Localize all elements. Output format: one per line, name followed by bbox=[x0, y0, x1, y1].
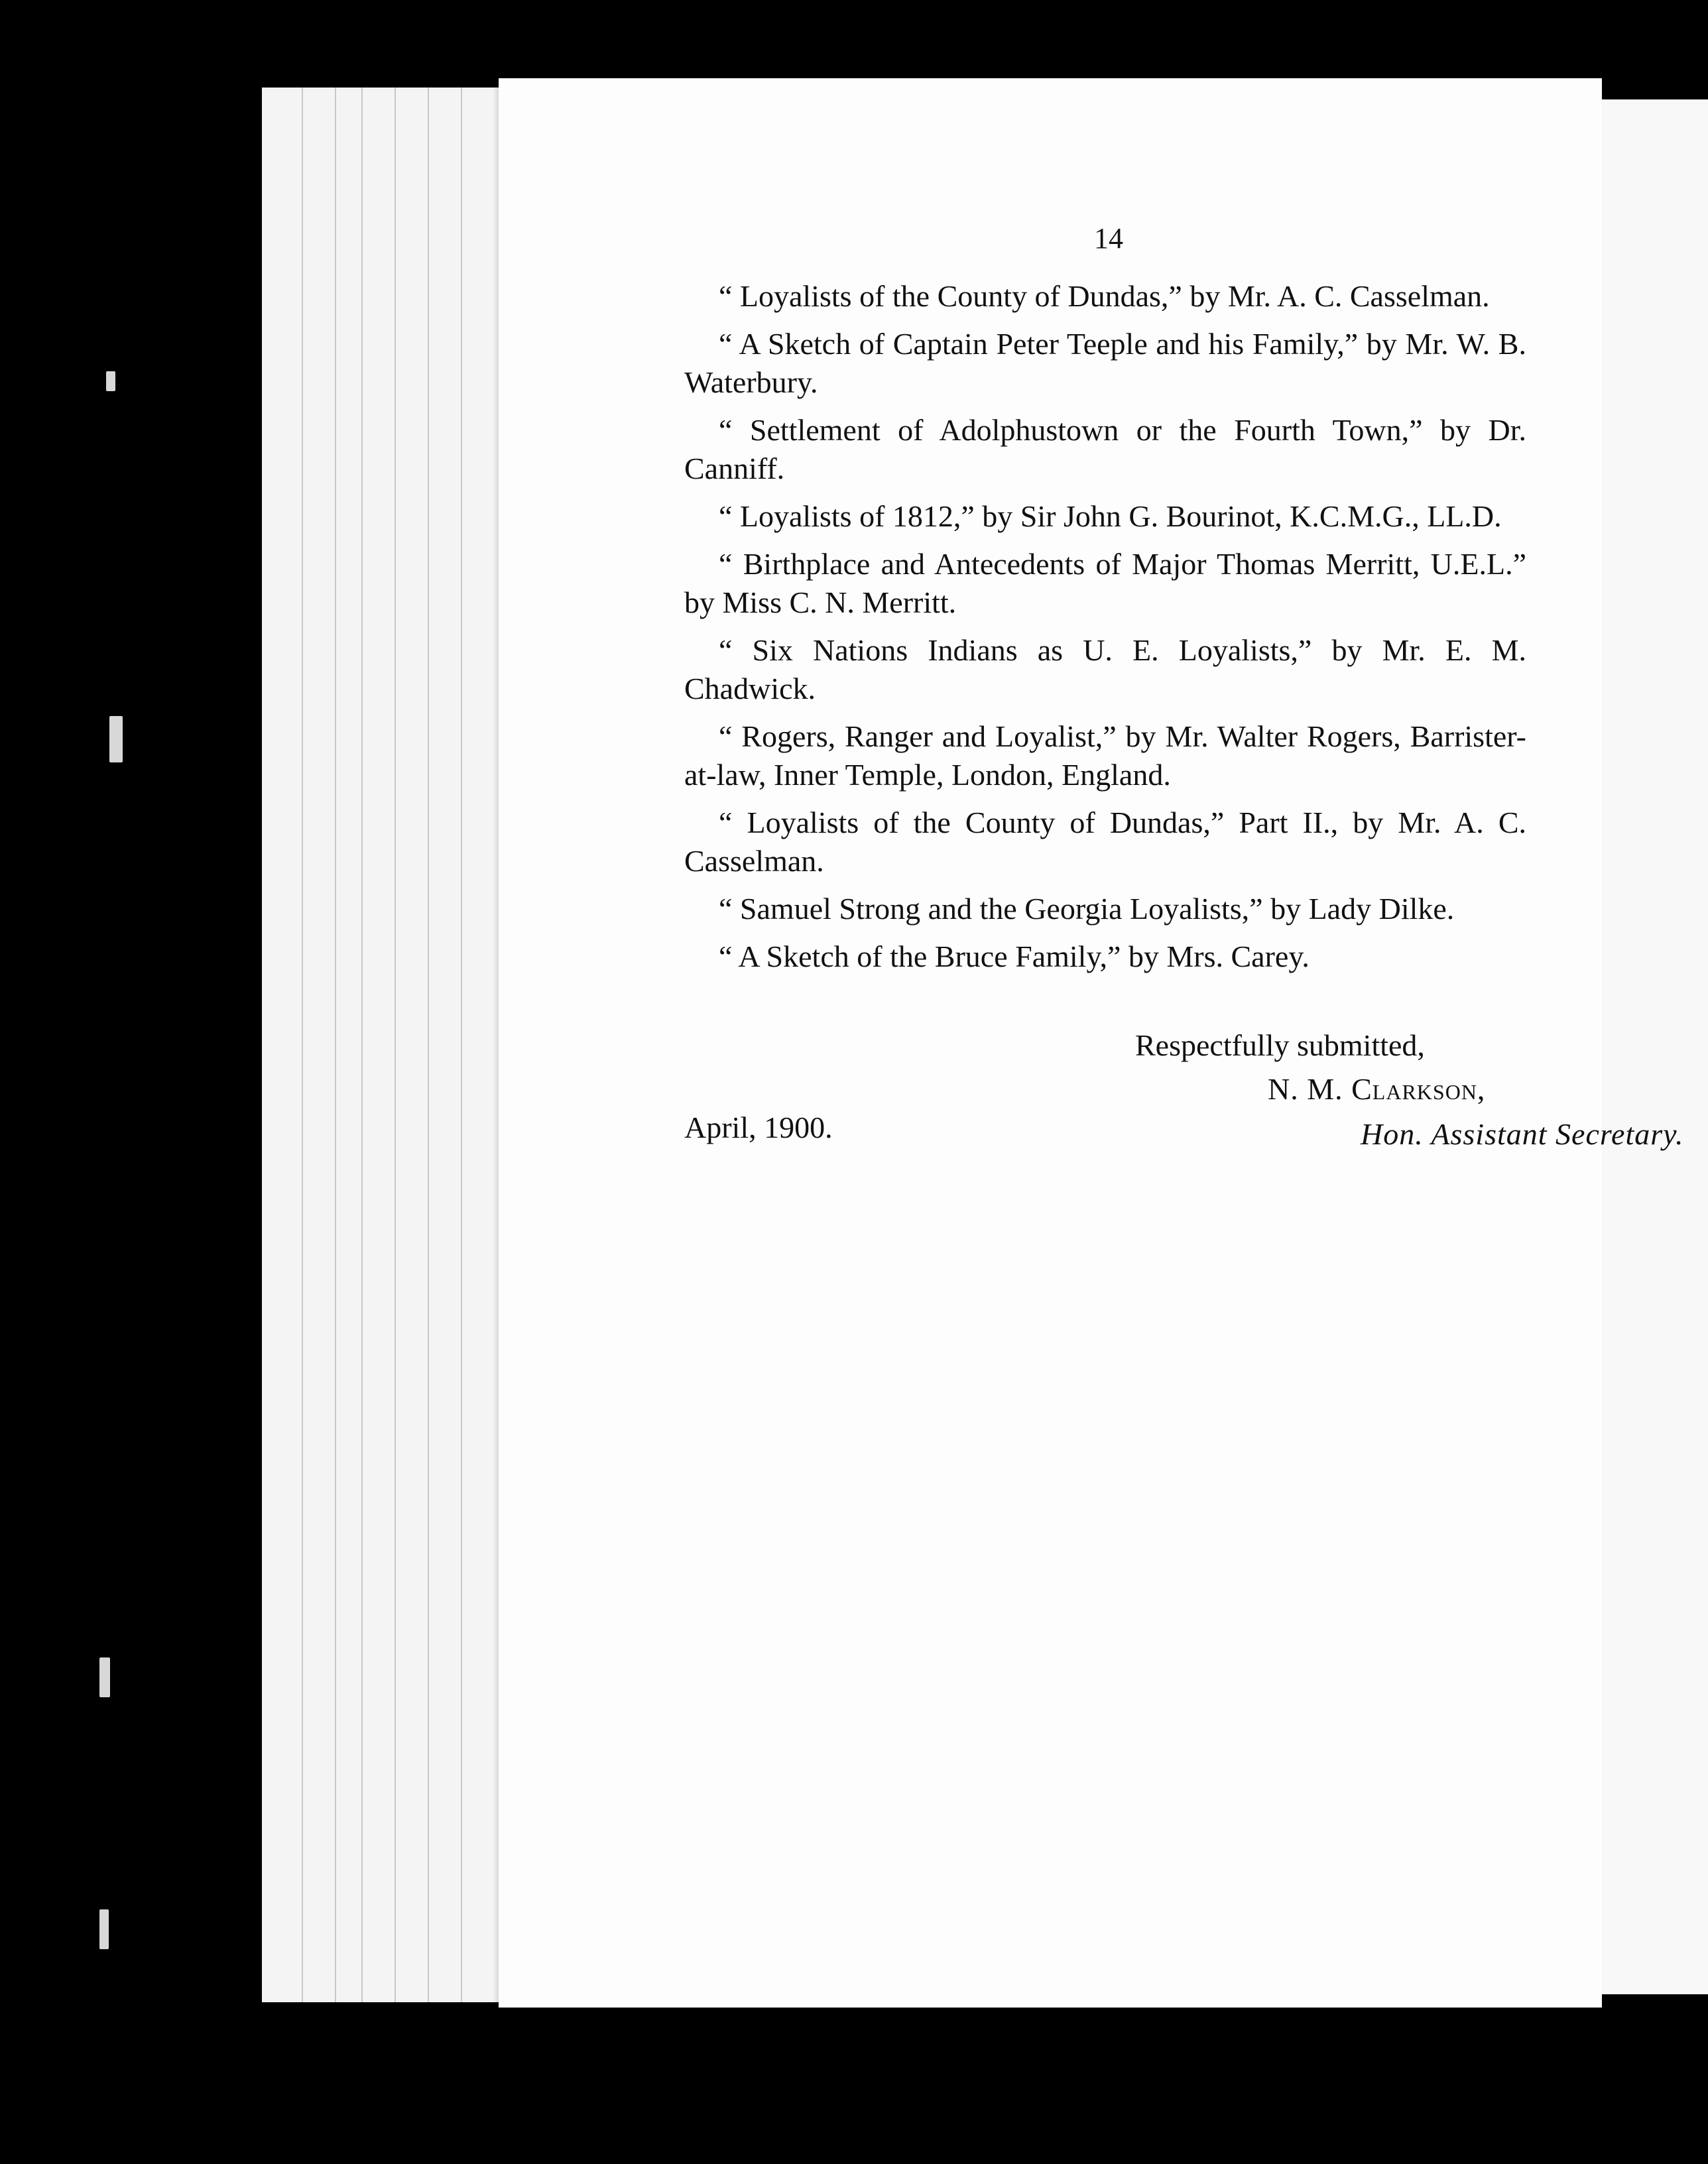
signer-surname: Clarkson, bbox=[1351, 1072, 1486, 1106]
paper-entry: “ Loyalists of the County of Dundas,” Part II., by Mr. A. C. Casselman. bbox=[684, 806, 1526, 878]
scan-mark bbox=[99, 1657, 110, 1697]
signer-name bbox=[1268, 1070, 1485, 1109]
facing-page-edge bbox=[1595, 99, 1708, 1994]
page-number: 14 bbox=[1094, 222, 1123, 255]
document-page bbox=[499, 78, 1684, 2008]
page-stack-edges bbox=[262, 88, 502, 2002]
paper-entry: “ Birthplace and Antecedents of Major Thomas Merritt, U.E.L.” by Miss C. N. Merritt. bbox=[684, 547, 1526, 619]
paper-entry: “ Loyalists of the County of Dundas,” by Mr. A. C. Casselman. bbox=[719, 279, 1490, 313]
paper-entry: “ A Sketch of the Bruce Family,” by Mrs. Carey. bbox=[719, 939, 1310, 973]
paper-entry: “ A Sketch of Captain Peter Teeple and his Family,” by Mr. W. B. Waterbury. bbox=[684, 327, 1526, 399]
signer-initials: N. M. bbox=[1268, 1072, 1352, 1106]
paper-list bbox=[684, 277, 1526, 985]
signer-title: Hon. Assistant Secretary. bbox=[1361, 1117, 1684, 1151]
scan-mark bbox=[109, 716, 123, 762]
report-date: April, 1900. bbox=[684, 1111, 833, 1144]
scan-mark bbox=[106, 371, 115, 391]
paper-entry: “ Samuel Strong and the Georgia Loyalists,” by Lady Dilke. bbox=[719, 892, 1455, 926]
paper-entry: “ Six Nations Indians as U. E. Loyalists,” by Mr. E. M. Chadwick. bbox=[684, 633, 1526, 705]
scan-mark bbox=[99, 1909, 109, 1949]
paper-entry: “ Rogers, Ranger and Loyalist,” by Mr. Walter Rogers, Barrister-at-law, Inner Temple, London, England. bbox=[684, 719, 1526, 792]
paper-entry: “ Loyalists of 1812,” by Sir John G. Bourinot, K.C.M.G., LL.D. bbox=[719, 499, 1502, 533]
paper-entry: “ Settlement of Adolphustown or the Fourth Town,” by Dr. Canniff. bbox=[684, 413, 1526, 485]
closing-salutation: Respectfully submitted, bbox=[1135, 1028, 1425, 1062]
